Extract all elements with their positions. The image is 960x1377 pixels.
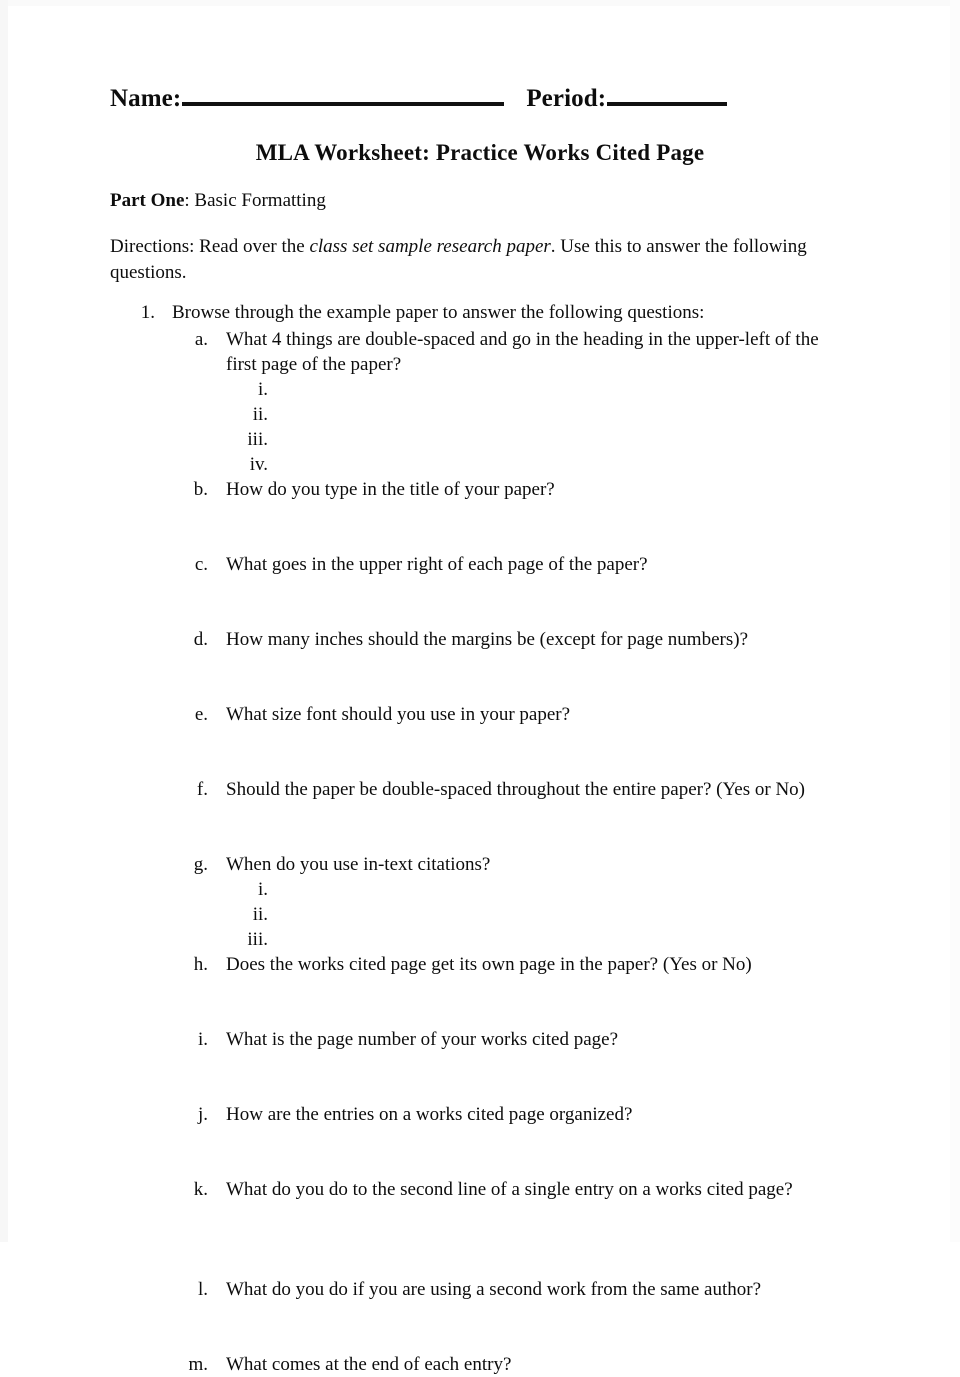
answer-a-iii [110,427,850,452]
question-f [110,777,850,802]
worksheet-page [110,0,850,1375]
answer-a-iii-marker: iii. [247,429,268,450]
name-label: Name: [110,85,182,112]
question-g [110,852,850,877]
question-k-text: What do you do to the second line of a single entry on a works cited page? [226,1179,793,1200]
question-l [110,1277,850,1302]
answer-a-ii-marker: ii. [252,404,268,425]
part-heading-label: Part One [110,190,185,211]
question-c-text: What goes in the upper right of each page of the paper? [226,554,648,575]
period-blank-field[interactable] [607,88,727,106]
question-h [110,952,850,977]
part-heading-rest: : Basic Formatting [184,190,326,211]
question-f-marker: f. [196,779,208,800]
question-e-marker: e. [194,704,208,725]
answer-g-ii-marker: ii. [252,904,268,925]
outline-item-1-text: Browse through the example paper to answer the following questions: [172,302,705,323]
directions-tail: . Use this to answer the following questions. [110,236,807,283]
answer-g-i-marker: i. [257,879,268,900]
outline-item-1-marker: 1. [140,302,155,323]
page-right-edge [950,0,960,1242]
answer-a-iv-marker: iv. [249,454,268,475]
answer-a-ii [110,402,850,427]
period-label: Period: [526,85,607,112]
question-a [110,327,850,377]
question-a-text: What 4 things are double-spaced and go in the heading in the upper-left of the first page of the paper? [226,329,819,375]
question-c [110,552,850,577]
student-info-line [110,85,850,117]
question-k-marker: k. [193,1179,208,1200]
questions-outline [110,300,850,1377]
question-i-marker: i. [197,1029,208,1050]
answer-a-i-marker: i. [257,379,268,400]
answer-space-c[interactable] [110,577,850,627]
answer-space-j[interactable] [110,1127,850,1177]
question-e [110,702,850,727]
question-j [110,1102,850,1127]
question-f-text: Should the paper be double-spaced throughout the entire paper? (Yes or No) [226,779,805,800]
answer-space-i[interactable] [110,1052,850,1102]
answer-space-f[interactable] [110,802,850,852]
question-d-text: How many inches should the margins be (except for page numbers)? [226,629,748,650]
answer-a-ii-blank[interactable] [282,402,850,427]
directions-paragraph [110,234,826,286]
outline-item-1 [110,300,850,325]
answer-space-l[interactable] [110,1302,850,1352]
question-a-marker: a. [194,329,208,350]
answer-a-i [110,377,850,402]
answer-g-iii-blank[interactable] [282,927,850,952]
name-blank-field[interactable] [182,88,504,106]
question-i-text: What is the page number of your works cited page? [226,1029,619,1050]
question-j-marker: j. [197,1104,208,1125]
question-e-text: What size font should you use in your paper? [226,704,571,725]
question-i [110,1027,850,1052]
question-c-marker: c. [194,554,208,575]
answer-g-iii [110,927,850,952]
answer-g-ii [110,902,850,927]
question-h-text: Does the works cited page get its own page in the paper? (Yes or No) [226,954,752,975]
answer-g-ii-blank[interactable] [282,902,850,927]
question-l-marker: l. [197,1279,208,1300]
answer-space-e[interactable] [110,727,850,777]
question-l-text: What do you do if you are using a second work from the same author? [226,1279,762,1300]
answer-a-iv-blank[interactable] [282,452,850,477]
answer-a-iii-blank[interactable] [282,427,850,452]
question-m-marker: m. [188,1354,208,1375]
answer-g-i [110,877,850,902]
question-b [110,477,850,502]
question-m [110,1352,850,1377]
page-left-edge [0,0,8,1242]
question-g-text: When do you use in-text citations? [226,854,491,875]
page-title: MLA Worksheet: Practice Works Cited Page [255,140,705,165]
question-m-text: What comes at the end of each entry? [226,1354,512,1375]
question-g-marker: g. [193,854,208,875]
answer-space-d[interactable] [110,652,850,702]
question-k [110,1177,850,1202]
answer-space-b[interactable] [110,502,850,552]
question-d [110,627,850,652]
directions-emphasis: class set sample research paper [309,236,551,257]
answer-a-iv [110,452,850,477]
question-d-marker: d. [193,629,208,650]
answer-a-i-blank[interactable] [282,377,850,402]
question-b-marker: b. [193,479,208,500]
question-b-text: How do you type in the title of your paper? [226,479,555,500]
answer-g-i-blank[interactable] [282,877,850,902]
answer-space-k[interactable] [110,1202,850,1277]
directions-lead: Directions: Read over the [110,236,310,257]
question-h-marker: h. [193,954,208,975]
answer-space-h[interactable] [110,977,850,1027]
part-heading [110,190,326,212]
question-j-text: How are the entries on a works cited page organized? [226,1104,633,1125]
answer-g-iii-marker: iii. [247,929,268,950]
